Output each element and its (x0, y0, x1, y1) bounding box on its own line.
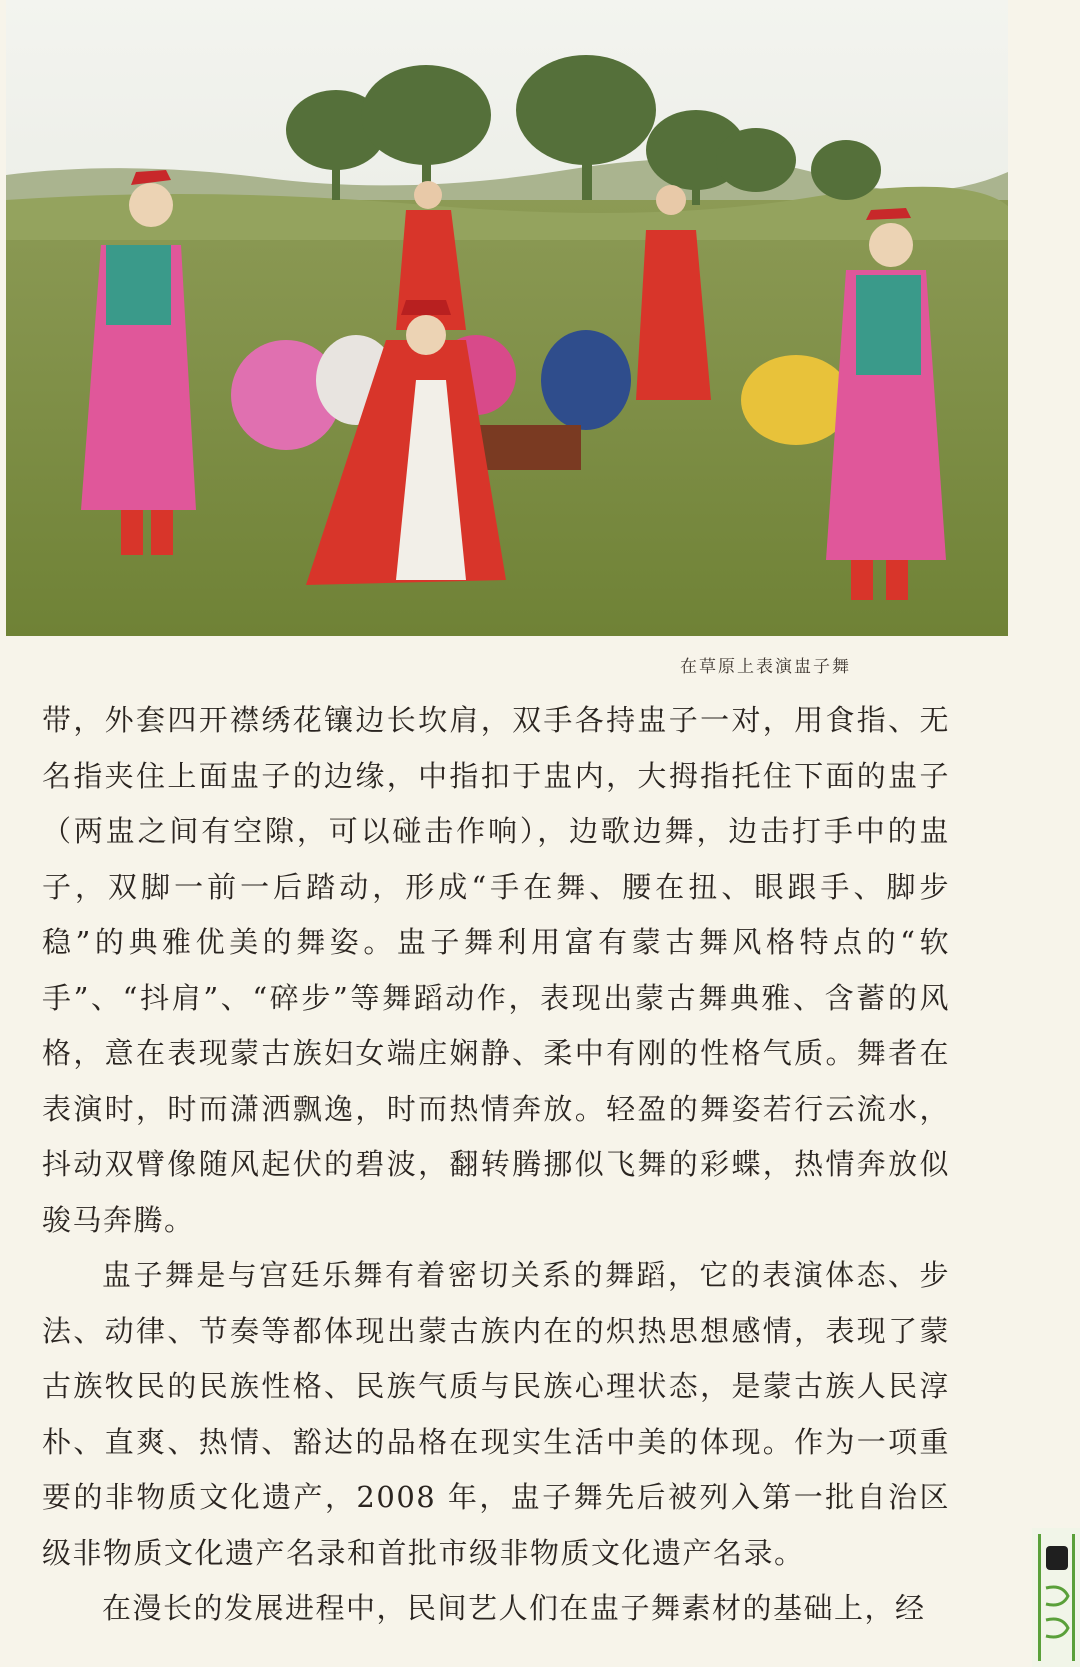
dance-photo (6, 0, 1008, 636)
body-text (42, 693, 950, 1637)
paragraph-1: 带，外套四开襟绣花镶边长坎肩，双手各持盅子一对，用食指、无名指夹住上面盅子的边缘，中指扣于盅内，大拇指托住下面的盅子（两盅之间有空隙，可以碰击作响），边歌边舞，边击打手中的盅子，双脚一前一后踏动，形成“手在舞、腰在扭、眼跟手、脚步稳”的典雅优美的舞姿。盅子舞利用富有蒙古舞风格特点的“软手”、“抖肩”、“碎步”等舞蹈动作，表现出蒙古舞典雅、含蓄的风格，意在表现蒙古族妇女端庄娴静、柔中有刚的性格气质。舞者在表演时，时而潇洒飘逸，时而热情奔放。轻盈的舞姿若行云流水，抖动双臂像随风起伏的碧波，翻转腾挪似飞舞的彩蝶，热情奔放似骏马奔腾。 (42, 703, 950, 1237)
paragraph-2: 盅子舞是与宫廷乐舞有着密切关系的舞蹈，它的表演体态、步法、动律、节奏等都体现出蒙古族内在的炽热思想感情，表现了蒙古族牧民的民族性格、民族气质与民族心理状态，是蒙古族人民淳朴、直爽、热情、豁达的品格在现实生活中美的体现。作为一项重要的非物质文化遗产，2008 年，盅子舞先后被列入第一批自治区级非物质文化遗产名录和首批市级非物质文化遗产名录。 (42, 1258, 950, 1570)
photo-caption: 在草原上表演盅子舞 (680, 657, 851, 677)
grassland-dance-image (6, 0, 1008, 636)
page-edge-mark (1032, 1528, 1080, 1667)
decorative-pattern-icon (1032, 1528, 1080, 1667)
paragraph-3: 在漫长的发展进程中，民间艺人们在盅子舞素材的基础上，经 (102, 1591, 926, 1625)
